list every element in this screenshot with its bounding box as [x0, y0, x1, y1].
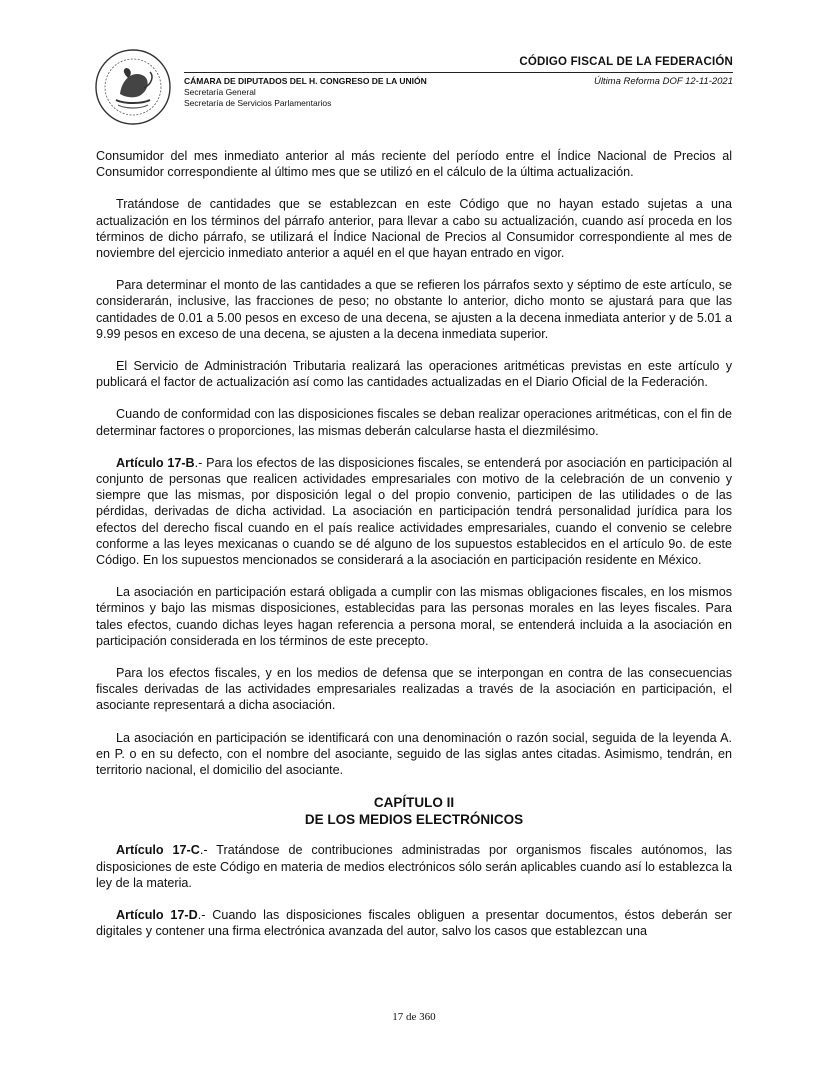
paragraph: La asociación en participación se identificará con una denominación o razón social, seguida de la leyenda A. en P. o en su defecto, con el nombre del asociante, seguido de las siglas antes citadas. Asimismo, tendrán, en territorio nacional, el domicilio del asociante.	[96, 730, 732, 778]
article-text: .- Tratándose de contribuciones administradas por organismos fiscales autónomos, las disposiciones de este Código en materia de medios electrónicos sólo serán aplicables cuando así lo establezca la ley de la materia.	[96, 843, 733, 890]
paragraph: Cuando de conformidad con las disposiciones fiscales se deban realizar operaciones aritméticas, con el fin de determinar factores o proporciones, las mismas deberán calcularse hasta el diezmilésimo.	[96, 407, 732, 438]
last-reform-date: Última Reforma DOF 12-11-2021	[593, 76, 733, 87]
document-body	[96, 148, 732, 955]
article-17d	[96, 907, 732, 939]
chapter-number: CAPÍTULO II	[373, 795, 455, 811]
paragraph: El Servicio de Administración Tributaria realizará las operaciones aritméticas previstas en este artículo y publicará el factor de actualización así como las cantidades actualizadas en el Diario Oficial de la Federación.	[96, 359, 732, 390]
chamber-info	[184, 76, 427, 109]
article-label: Artículo 17-C	[116, 843, 200, 858]
article-label: Artículo 17-D	[116, 907, 198, 922]
page-number: 17 de 360	[392, 1011, 436, 1023]
coat-of-arms-seal	[94, 48, 172, 126]
chamber-name: CÁMARA DE DIPUTADOS DEL H. CONGRESO DE LA UNIÓN	[184, 76, 427, 86]
article-text: .- Cuando las disposiciones fiscales obliguen a presentar documentos, éstos deberán ser digitales y contener una firma electrónica avanzada del autor, salvo los casos que establezcan una	[96, 907, 732, 939]
document-title: CÓDIGO FISCAL DE LA FEDERACIÓN	[519, 56, 733, 68]
paragraph: La asociación en participación estará obligada a cumplir con las mismas obligaciones fiscales, en los mismos términos y bajo las mismas disposiciones, establecidas para las personas morales en las leyes fiscales. Para tales efectos, cuando dichas leyes hagan referencia a persona moral, se entenderá incluida a la asociación en participación considerada en los términos de este precepto.	[96, 585, 732, 648]
article-17b	[96, 455, 732, 568]
paragraph: Consumidor del mes inmediato anterior al más reciente del período entre el Índice Nacional de Precios al Consumidor correspondiente al último mes que se utilizó en el cálculo de la última actualización.	[96, 149, 732, 180]
paragraph: Para determinar el monto de las cantidades a que se refieren los párrafos sexto y séptimo de este artículo, se considerarán, inclusive, las fracciones de peso; no obstante lo anterior, dicho monto se ajustará para que las cantidades de 0.01 a 5.00 pesos en exceso de una decena, se ajusten a la decena inmediata anterior y de 5.01 a 9.99 pesos en exceso de una decena, se ajusten a la decena inmediata superior.	[96, 278, 732, 341]
article-text: .- Para los efectos de las disposiciones fiscales, se entenderá por asociación en participación al conjunto de personas que realicen actividades empresariales con motivo de la celebración de un convenio y siempre que las mismas, por disposición legal o del propio convenio, participen de las utilidades o de las pérdidas, derivadas de dicha actividad. La asociación en participación tendrá personalidad jurídica para los efectos del derecho fiscal cuando en el país realice actividades empresariales, cuando el convenio se celebre conforme a las leyes mexicanas o cuando se dé alguno de los supuestos establecidos en el artículo 9o. de este Código. En los supuestos mencionados se considerará a la asociación en participación residente en México.	[96, 455, 732, 568]
paragraph: Para los efectos fiscales, y en los medios de defensa que se interpongan en contra de las consecuencias fiscales derivadas de las actividades empresariales realizadas a través de la asociación en participación, el asociante representará a dicha asociación.	[96, 666, 732, 713]
paragraph: Tratándose de cantidades que se establezcan en este Código que no hayan estado sujetas a una actualización en los términos del párrafo anterior, para llevar a cabo su actualización, cuando así proceda en los términos de dicho párrafo, se utilizará el Índice Nacional de Precios al Consumidor correspondiente al mes de noviembre del ejercicio inmediato anterior a aquél en el que hayan entrado en vigor.	[96, 197, 732, 261]
article-17c	[96, 842, 732, 891]
header-divider	[184, 72, 733, 73]
chapter-title: DE LOS MEDIOS ELECTRÓNICOS	[304, 812, 524, 828]
secretaria-servicios: Secretaría de Servicios Parlamentarios	[184, 98, 332, 108]
secretaria-general: Secretaría General	[184, 87, 256, 97]
article-label: Artículo 17-B	[116, 455, 195, 470]
chapter-heading	[96, 794, 732, 828]
